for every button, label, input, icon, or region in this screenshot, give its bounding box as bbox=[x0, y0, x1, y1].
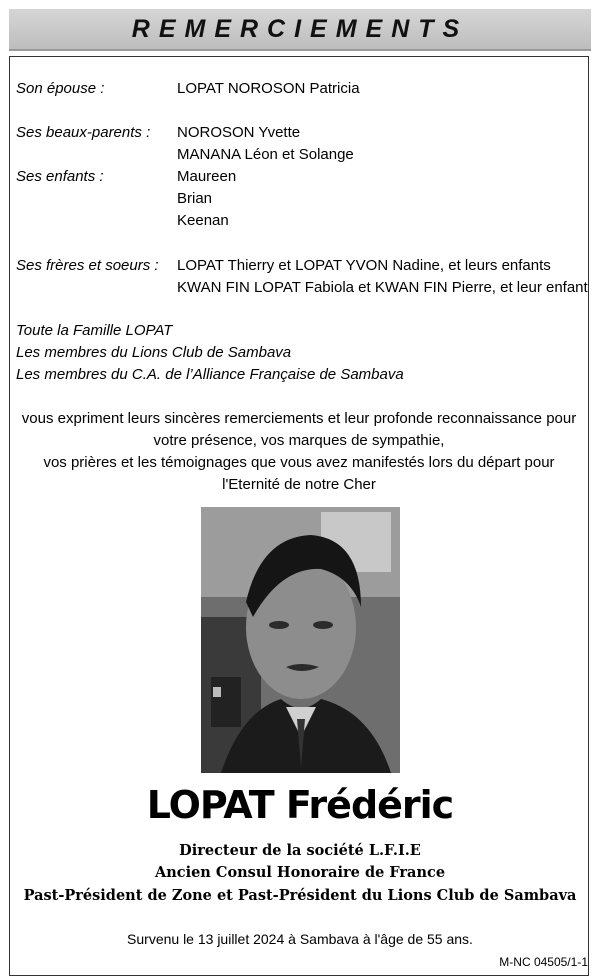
inlaw-name: NOROSON Yvette bbox=[177, 124, 301, 141]
other-family-line: Toute la Famille LOPAT bbox=[16, 322, 173, 339]
page-title: REMERCIEMENTS bbox=[131, 14, 469, 43]
child-name: Brian bbox=[177, 190, 213, 207]
deceased-name: LOPAT Frédéric bbox=[146, 783, 454, 827]
other-family-line: Les membres du C.A. de l’Alliance Française de Sambava bbox=[16, 366, 404, 383]
portrait-illustration bbox=[201, 507, 400, 773]
message-line: vous expriment leurs sincères remerciements et leur profonde reconnaissance pour bbox=[21, 410, 577, 427]
spouse-label: Son épouse : bbox=[16, 80, 105, 97]
spouse-name: LOPAT NOROSON Patricia bbox=[177, 80, 360, 97]
siblings-label: Ses frères et soeurs : bbox=[16, 257, 159, 274]
inlaws-label: Ses beaux-parents : bbox=[16, 124, 151, 141]
deceased-title-line: Ancien Consul Honoraire de France bbox=[154, 864, 446, 881]
deceased-title-line: Past-Président de Zone et Past-Président du Lions Club de Sambava bbox=[23, 887, 577, 904]
portrait-photo bbox=[201, 507, 400, 773]
death-note: Survenu le 13 juillet 2024 à Sambava à l'âge de 55 ans. bbox=[127, 931, 473, 947]
child-name: Keenan bbox=[177, 212, 229, 229]
children-label: Ses enfants : bbox=[16, 168, 104, 185]
other-family-line: Les membres du Lions Club de Sambava bbox=[16, 344, 292, 361]
message-line: votre présence, vos marques de sympathie, bbox=[153, 432, 445, 449]
message-line: l'Eternité de notre Cher bbox=[222, 476, 376, 493]
reference-code: M-NC 04505/1-1 bbox=[499, 955, 588, 969]
child-name: Maureen bbox=[177, 168, 237, 185]
inlaw-name: MANANA Léon et Solange bbox=[177, 146, 354, 163]
deceased-title-line: Directeur de la société L.F.I.E bbox=[179, 842, 421, 859]
message-line: vos prières et les témoignages que vous avez manifestés lors du départ pour bbox=[43, 454, 555, 471]
sibling-line: LOPAT Thierry et LOPAT YVON Nadine, et leurs enfants bbox=[177, 257, 551, 274]
sibling-line: KWAN FIN LOPAT Fabiola et KWAN FIN Pierre, et leur enfant bbox=[177, 279, 588, 296]
header-banner bbox=[9, 9, 591, 51]
